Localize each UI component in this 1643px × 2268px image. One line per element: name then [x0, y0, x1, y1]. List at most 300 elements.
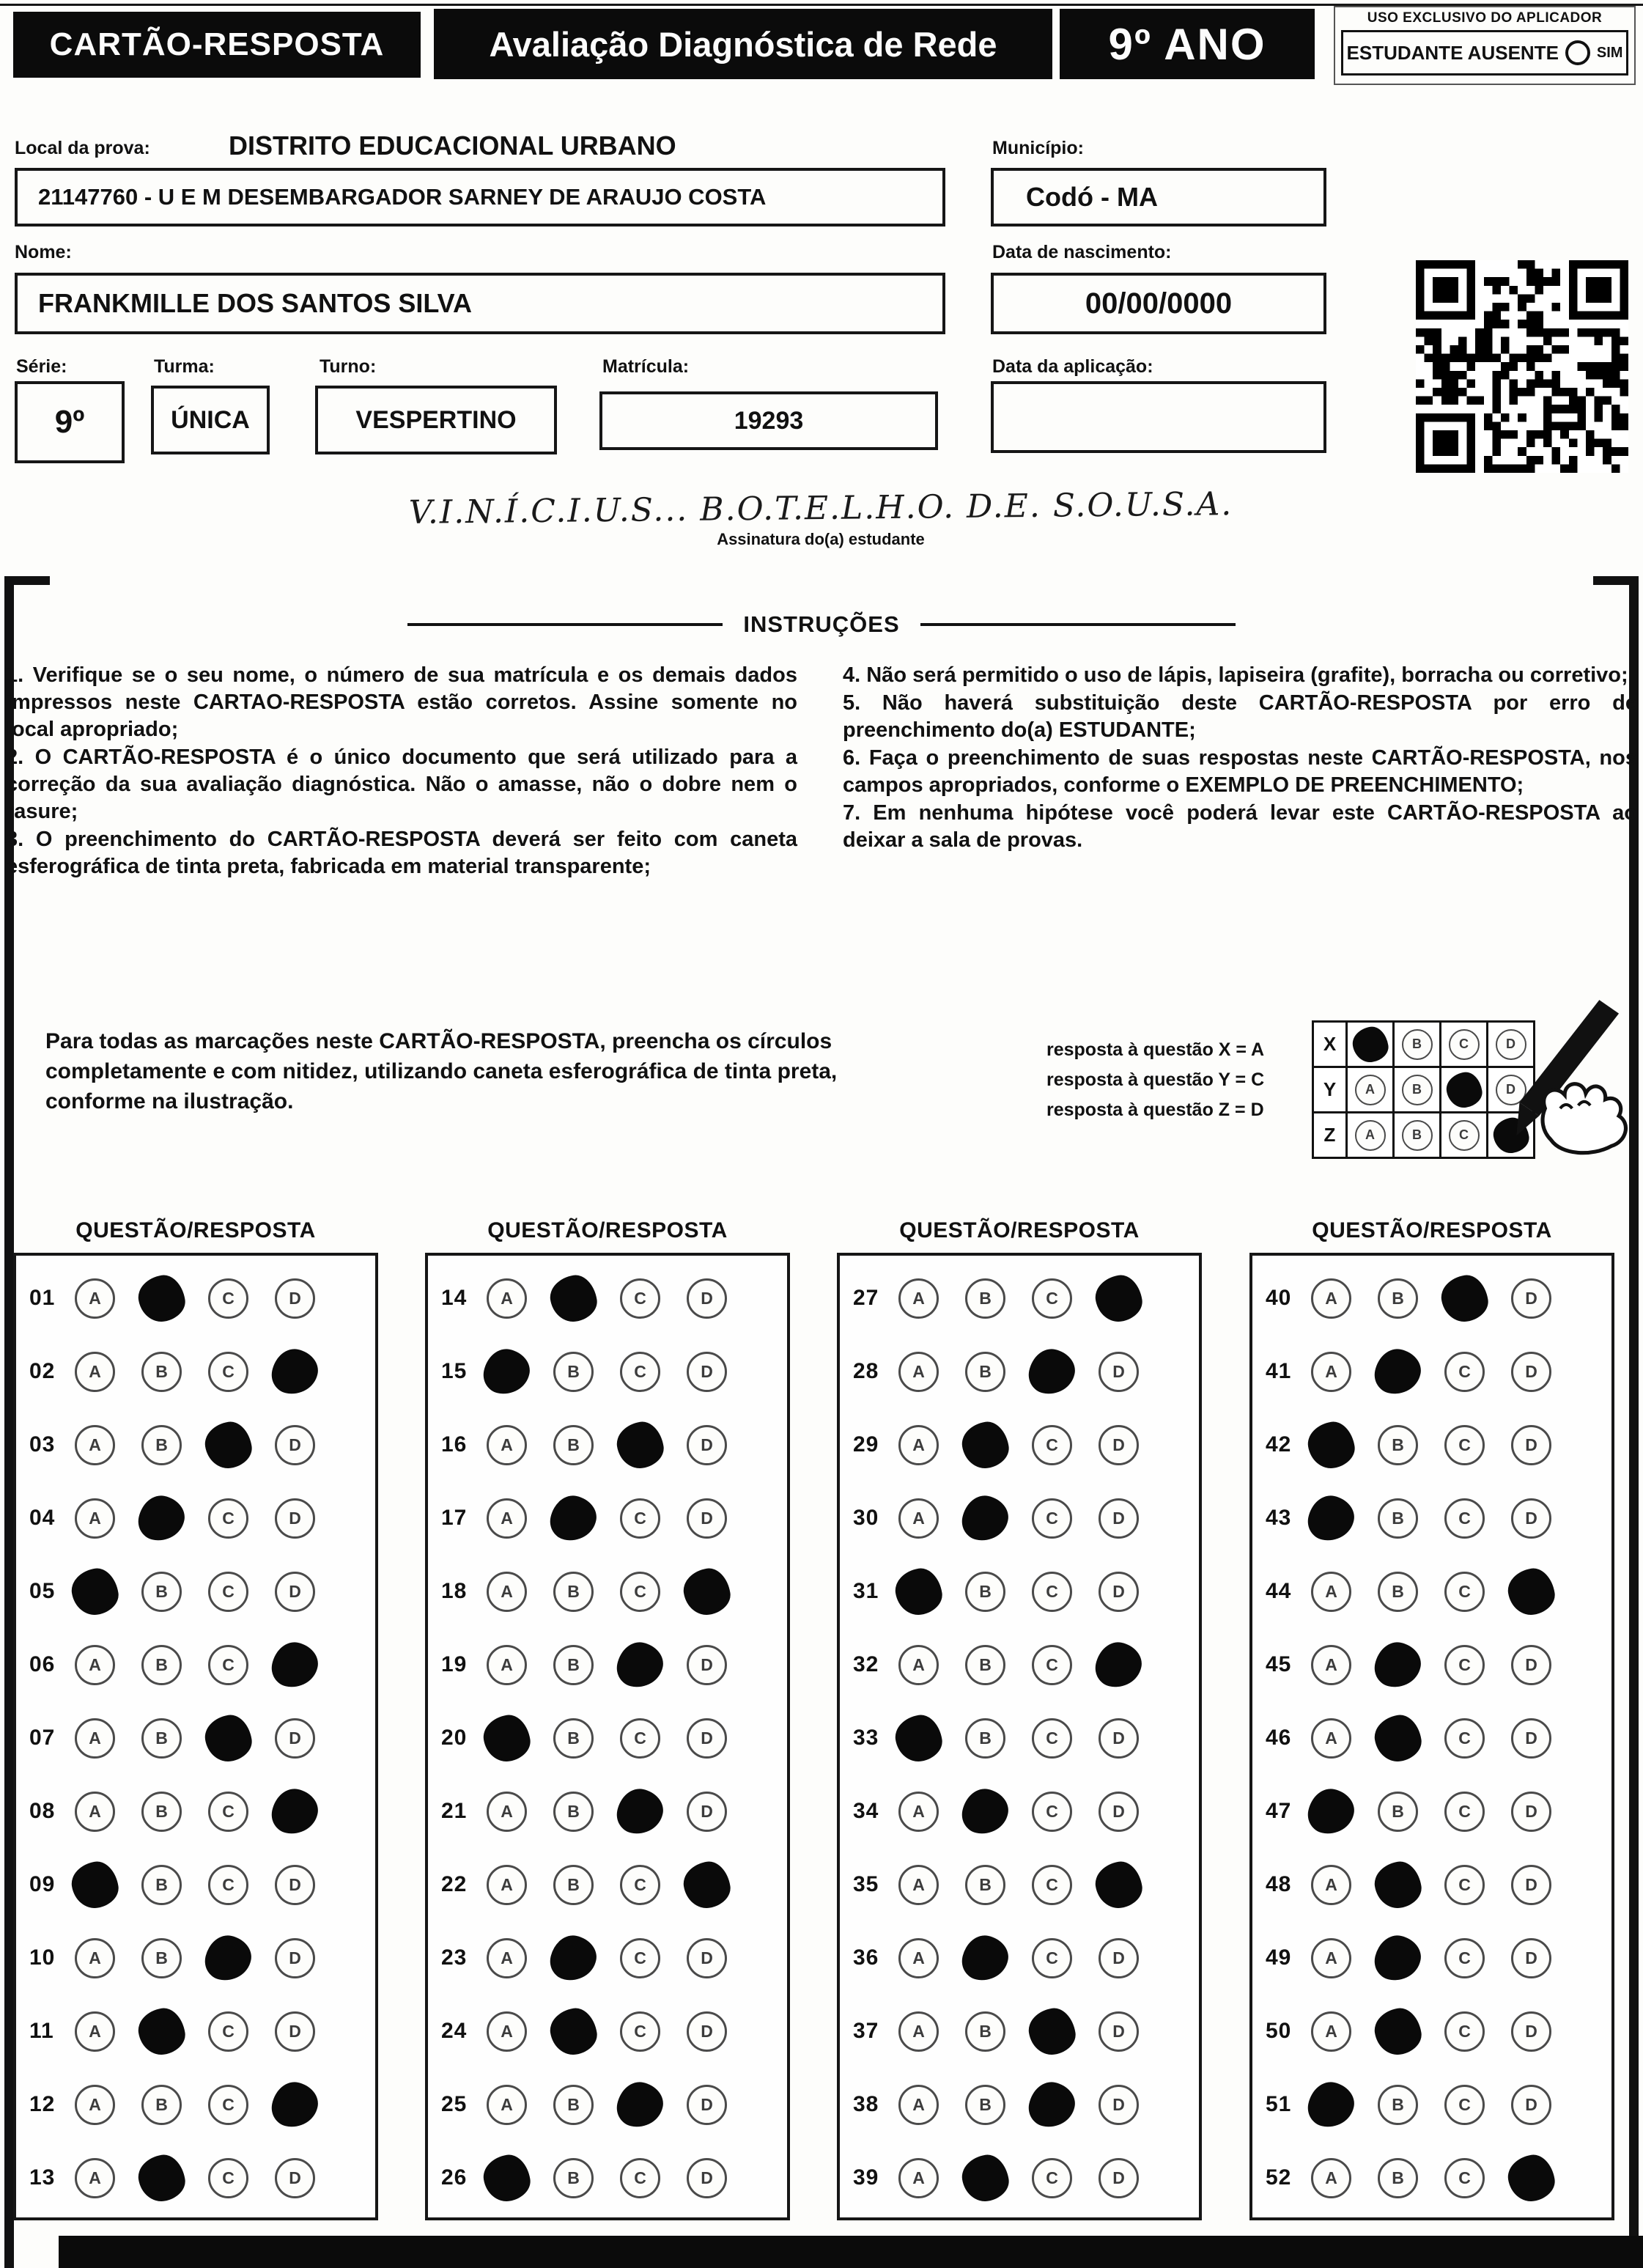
q49-option-D[interactable]: D [1511, 1938, 1551, 1978]
q43-option-B[interactable]: B [1378, 1498, 1418, 1539]
question-number: 24 [441, 2019, 468, 2043]
question-row [1252, 1555, 1611, 1628]
q39-option-D[interactable]: D [1099, 2158, 1139, 2198]
q10-option-D[interactable]: D [275, 1938, 315, 1978]
q50-option-A[interactable]: A [1311, 2011, 1351, 2052]
q52-option-D[interactable] [1505, 2151, 1558, 2204]
q32-option-A[interactable]: A [898, 1645, 939, 1685]
answers-column-box [1249, 1253, 1614, 2220]
q33-option-B[interactable]: B [965, 1718, 1005, 1759]
q40-option-D[interactable]: D [1511, 1278, 1551, 1319]
q22-option-A[interactable]: A [487, 1865, 527, 1905]
q46-option-B[interactable] [1372, 1712, 1425, 1764]
absent-option-label: SIM [1596, 44, 1623, 61]
example-bubble-Z-A[interactable]: A [1355, 1120, 1386, 1151]
q45-option-B[interactable] [1371, 1638, 1425, 1691]
q11-option-D[interactable]: D [275, 2011, 315, 2052]
q33-option-D[interactable]: D [1099, 1718, 1139, 1759]
q48-option-C[interactable]: C [1444, 1865, 1485, 1905]
q24-option-A[interactable]: A [487, 2011, 527, 2052]
q20-option-D[interactable]: D [687, 1718, 727, 1759]
q06-option-D[interactable] [268, 1638, 322, 1691]
q18-option-A[interactable]: A [487, 1572, 527, 1612]
q50-option-B[interactable] [1372, 2005, 1425, 2058]
question-number: 13 [29, 2165, 56, 2190]
q36-option-C[interactable]: C [1032, 1938, 1072, 1978]
q44-option-C[interactable]: C [1444, 1572, 1485, 1612]
example-cell [1395, 1113, 1441, 1159]
example-bubble-X-D[interactable]: D [1496, 1029, 1526, 1060]
question-number: 52 [1266, 2165, 1292, 2190]
q45-option-A[interactable]: A [1311, 1645, 1351, 1685]
q06-option-C[interactable]: C [208, 1645, 248, 1685]
q24-option-D[interactable]: D [687, 2011, 727, 2052]
example-bubble-Z-C[interactable]: C [1449, 1120, 1480, 1151]
instructions-title: INSTRUÇÕES [743, 611, 900, 637]
example-bubble-X-B[interactable]: B [1402, 1029, 1433, 1060]
q02-option-A[interactable]: A [75, 1352, 115, 1392]
question-row [16, 1995, 375, 2068]
q35-option-C[interactable]: C [1032, 1865, 1072, 1905]
question-row [1252, 1701, 1611, 1775]
nome-label: Nome: [15, 242, 72, 262]
q11-option-C[interactable]: C [208, 2011, 248, 2052]
q19-option-C[interactable] [613, 1638, 667, 1691]
q01-option-B[interactable] [136, 1272, 188, 1325]
q34-option-B[interactable] [959, 1784, 1012, 1838]
q30-option-A[interactable]: A [898, 1498, 939, 1539]
q27-option-A[interactable]: A [898, 1278, 939, 1319]
q31-option-D[interactable]: D [1099, 1572, 1139, 1612]
question-number: 48 [1266, 1872, 1292, 1896]
q38-option-B[interactable]: B [965, 2085, 1005, 2125]
q15-option-C[interactable]: C [620, 1352, 660, 1392]
q48-option-D[interactable]: D [1511, 1865, 1551, 1905]
q48-option-A[interactable]: A [1311, 1865, 1351, 1905]
q24-option-C[interactable]: C [620, 2011, 660, 2052]
q46-option-D[interactable]: D [1511, 1718, 1551, 1759]
q27-option-D[interactable] [1093, 1272, 1145, 1325]
q13-option-B[interactable] [136, 2151, 188, 2204]
nome-value: FRANKMILLE DOS SANTOS SILVA [38, 288, 473, 318]
q20-option-A[interactable] [481, 1712, 533, 1764]
q13-option-D[interactable]: D [275, 2158, 315, 2198]
q50-option-C[interactable]: C [1444, 2011, 1485, 2052]
q28-option-C[interactable] [1025, 1344, 1079, 1398]
q35-option-A[interactable]: A [898, 1865, 939, 1905]
question-row [428, 1408, 787, 1481]
q16-option-B[interactable]: B [553, 1425, 594, 1465]
q01-option-D[interactable]: D [275, 1278, 315, 1319]
q13-option-C[interactable]: C [208, 2158, 248, 2198]
q12-option-B[interactable]: B [141, 2085, 182, 2125]
q14-option-C[interactable]: C [620, 1278, 660, 1319]
q41-option-B[interactable] [1371, 1344, 1425, 1398]
q30-option-B[interactable] [959, 1491, 1012, 1544]
q39-option-C[interactable]: C [1032, 2158, 1072, 2198]
question-number: 25 [441, 2092, 468, 2116]
q30-option-C[interactable]: C [1032, 1498, 1072, 1539]
q10-option-B[interactable]: B [141, 1938, 182, 1978]
q06-option-A[interactable]: A [75, 1645, 115, 1685]
q51-option-C[interactable]: C [1444, 2085, 1485, 2125]
question-row [840, 1555, 1199, 1628]
nascimento-label: Data de nascimento: [992, 242, 1172, 262]
q08-option-D[interactable] [268, 1784, 322, 1838]
q05-option-C[interactable]: C [208, 1572, 248, 1612]
q49-option-A[interactable]: A [1311, 1938, 1351, 1978]
question-row [428, 1555, 787, 1628]
q05-option-A[interactable] [69, 1565, 122, 1618]
q03-option-D[interactable]: D [275, 1425, 315, 1465]
q10-option-A[interactable]: A [75, 1938, 115, 1978]
q34-option-C[interactable]: C [1032, 1792, 1072, 1832]
q40-option-A[interactable]: A [1311, 1278, 1351, 1319]
q51-option-A[interactable] [1304, 2077, 1358, 2131]
q50-option-D[interactable]: D [1511, 2011, 1551, 2052]
q22-option-C[interactable]: C [620, 1865, 660, 1905]
q37-option-A[interactable]: A [898, 2011, 939, 2052]
q18-option-B[interactable]: B [553, 1572, 594, 1612]
q17-option-D[interactable]: D [687, 1498, 727, 1539]
question-number: 19 [441, 1652, 468, 1676]
q24-option-B[interactable] [547, 2005, 600, 2058]
question-row [840, 1628, 1199, 1701]
q02-option-D[interactable] [268, 1344, 322, 1398]
question-row [1252, 1848, 1611, 1921]
q25-option-A[interactable]: A [487, 2085, 527, 2125]
q36-option-B[interactable] [959, 1931, 1012, 1984]
marking-legend-line: resposta à questão X = A [1046, 1039, 1265, 1060]
q35-option-D[interactable] [1093, 1858, 1145, 1911]
q26-option-C[interactable]: C [620, 2158, 660, 2198]
q37-option-B[interactable]: B [965, 2011, 1005, 2052]
q32-option-C[interactable]: C [1032, 1645, 1072, 1685]
answers-column-header: QUESTÃO/RESPOSTA [899, 1218, 1140, 1242]
q19-option-D[interactable]: D [687, 1645, 727, 1685]
question-row [1252, 1775, 1611, 1848]
q32-option-B[interactable]: B [965, 1645, 1005, 1685]
q44-option-A[interactable]: A [1311, 1572, 1351, 1612]
example-bubble-X-C[interactable]: C [1449, 1029, 1480, 1060]
q52-option-C[interactable]: C [1444, 2158, 1485, 2198]
q23-option-A[interactable]: A [487, 1938, 527, 1978]
q17-option-B[interactable] [547, 1491, 600, 1544]
question-row [840, 2141, 1199, 2214]
q33-option-C[interactable]: C [1032, 1718, 1072, 1759]
q47-option-A[interactable] [1304, 1784, 1358, 1838]
q04-option-C[interactable]: C [208, 1498, 248, 1539]
q20-option-C[interactable]: C [620, 1718, 660, 1759]
q49-option-C[interactable]: C [1444, 1938, 1485, 1978]
question-number: 20 [441, 1726, 468, 1750]
example-cell [1348, 1068, 1395, 1113]
q16-option-A[interactable]: A [487, 1425, 527, 1465]
example-bubble-Z-B[interactable]: B [1402, 1120, 1433, 1151]
q15-option-D[interactable]: D [687, 1352, 727, 1392]
question-row [16, 1262, 375, 1335]
example-row-label: Z [1314, 1113, 1348, 1159]
q45-option-D[interactable]: D [1511, 1645, 1551, 1685]
question-row [1252, 1995, 1611, 2068]
q29-option-B[interactable] [959, 1418, 1012, 1471]
q43-option-C[interactable]: C [1444, 1498, 1485, 1539]
q28-option-D[interactable]: D [1099, 1352, 1139, 1392]
q52-option-B[interactable]: B [1378, 2158, 1418, 2198]
q03-option-B[interactable]: B [141, 1425, 182, 1465]
question-number: 29 [853, 1432, 879, 1457]
q08-option-C[interactable]: C [208, 1792, 248, 1832]
q05-option-D[interactable]: D [275, 1572, 315, 1612]
local-label: Local da prova: [15, 138, 150, 158]
q05-option-B[interactable]: B [141, 1572, 182, 1612]
q28-option-A[interactable]: A [898, 1352, 939, 1392]
question-row [428, 1628, 787, 1701]
q46-option-A[interactable]: A [1311, 1718, 1351, 1759]
question-row [1252, 2141, 1611, 2214]
q04-option-A[interactable]: A [75, 1498, 115, 1539]
q29-option-C[interactable]: C [1032, 1425, 1072, 1465]
q14-option-D[interactable]: D [687, 1278, 727, 1319]
q15-option-A[interactable] [480, 1344, 533, 1398]
question-number: 15 [441, 1359, 468, 1383]
q17-option-C[interactable]: C [620, 1498, 660, 1539]
q07-option-A[interactable]: A [75, 1718, 115, 1759]
example-bubble-X-A[interactable] [1350, 1024, 1390, 1064]
q04-option-D[interactable]: D [275, 1498, 315, 1539]
q52-option-A[interactable]: A [1311, 2158, 1351, 2198]
q33-option-A[interactable] [893, 1712, 945, 1764]
q26-option-D[interactable]: D [687, 2158, 727, 2198]
question-row [16, 1335, 375, 1408]
q18-option-D[interactable] [681, 1565, 734, 1618]
aplicacao-label: Data da aplicação: [992, 356, 1153, 377]
q44-option-D[interactable] [1505, 1565, 1558, 1618]
q12-option-A[interactable]: A [75, 2085, 115, 2125]
q01-option-C[interactable]: C [208, 1278, 248, 1319]
q43-option-A[interactable] [1304, 1491, 1358, 1544]
turno-value: VESPERTINO [355, 405, 517, 434]
q39-option-A[interactable]: A [898, 2158, 939, 2198]
grade-badge: 9º ANO [1060, 9, 1315, 79]
q44-option-B[interactable]: B [1378, 1572, 1418, 1612]
q36-option-A[interactable]: A [898, 1938, 939, 1978]
q38-option-A[interactable]: A [898, 2085, 939, 2125]
q35-option-B[interactable]: B [965, 1865, 1005, 1905]
question-number: 49 [1266, 1945, 1292, 1970]
q16-option-C[interactable] [614, 1418, 667, 1471]
q29-option-A[interactable]: A [898, 1425, 939, 1465]
q42-option-A[interactable] [1305, 1418, 1358, 1471]
q28-option-B[interactable]: B [965, 1352, 1005, 1392]
q37-option-C[interactable] [1026, 2005, 1079, 2058]
question-row [16, 2141, 375, 2214]
question-number: 03 [29, 1432, 56, 1457]
q32-option-D[interactable] [1092, 1638, 1145, 1691]
q41-option-A[interactable]: A [1311, 1352, 1351, 1392]
q23-option-C[interactable]: C [620, 1938, 660, 1978]
question-row [428, 1701, 787, 1775]
q20-option-B[interactable]: B [553, 1718, 594, 1759]
q21-option-A[interactable]: A [487, 1792, 527, 1832]
q09-option-D[interactable]: D [275, 1865, 315, 1905]
q26-option-A[interactable] [481, 2151, 533, 2204]
q09-option-B[interactable]: B [141, 1865, 182, 1905]
q46-option-C[interactable]: C [1444, 1718, 1485, 1759]
question-number: 18 [441, 1579, 468, 1603]
q02-option-C[interactable]: C [208, 1352, 248, 1392]
q23-option-D[interactable]: D [687, 1938, 727, 1978]
q15-option-B[interactable]: B [553, 1352, 594, 1392]
q08-option-B[interactable]: B [141, 1792, 182, 1832]
absent-mark-circle[interactable] [1565, 40, 1590, 65]
question-number: 22 [441, 1872, 468, 1896]
q18-option-C[interactable]: C [620, 1572, 660, 1612]
q25-option-C[interactable] [613, 2077, 667, 2131]
q09-option-C[interactable]: C [208, 1865, 248, 1905]
q45-option-C[interactable]: C [1444, 1645, 1485, 1685]
example-bubble-Y-B[interactable]: B [1402, 1075, 1433, 1105]
question-number: 39 [853, 2165, 879, 2190]
example-bubble-Y-D[interactable]: D [1496, 1075, 1526, 1105]
q12-option-C[interactable]: C [208, 2085, 248, 2125]
q12-option-D[interactable] [268, 2077, 322, 2131]
turma-label: Turma: [154, 356, 215, 377]
q36-option-D[interactable]: D [1099, 1938, 1139, 1978]
example-bubble-Y-A[interactable]: A [1355, 1075, 1386, 1105]
q37-option-D[interactable]: D [1099, 2011, 1139, 2052]
q38-option-D[interactable]: D [1099, 2085, 1139, 2125]
municipio-value: Codó - MA [1026, 182, 1158, 212]
instructions-rule-left [407, 623, 723, 626]
q08-option-A[interactable]: A [75, 1792, 115, 1832]
q09-option-A[interactable] [69, 1858, 122, 1911]
question-number: 41 [1266, 1359, 1292, 1383]
q38-option-C[interactable] [1025, 2077, 1079, 2131]
q42-option-B[interactable]: B [1378, 1425, 1418, 1465]
q40-option-C[interactable] [1439, 1272, 1491, 1325]
q30-option-D[interactable]: D [1099, 1498, 1139, 1539]
q51-option-B[interactable]: B [1378, 2085, 1418, 2125]
q23-option-B[interactable] [547, 1931, 600, 1984]
question-number: 36 [853, 1945, 879, 1970]
answers-column-4 [1249, 1218, 1614, 2220]
q06-option-B[interactable]: B [141, 1645, 182, 1685]
q49-option-B[interactable] [1371, 1931, 1425, 1984]
q47-option-D[interactable]: D [1511, 1792, 1551, 1832]
student-absent-row [1341, 30, 1628, 76]
q34-option-D[interactable]: D [1099, 1792, 1139, 1832]
q48-option-B[interactable] [1372, 1858, 1425, 1911]
q14-option-A[interactable]: A [487, 1278, 527, 1319]
q11-option-B[interactable] [136, 2005, 188, 2058]
answers-column-box [13, 1253, 378, 2220]
answers-column-header: QUESTÃO/RESPOSTA [487, 1218, 728, 1242]
q47-option-B[interactable]: B [1378, 1792, 1418, 1832]
question-row [428, 1481, 787, 1555]
question-row [1252, 1408, 1611, 1481]
applicator-box [1334, 6, 1636, 85]
q07-option-C[interactable] [202, 1712, 255, 1764]
q41-option-D[interactable]: D [1511, 1352, 1551, 1392]
q10-option-C[interactable] [202, 1931, 255, 1984]
q03-option-C[interactable] [202, 1418, 255, 1471]
q19-option-B[interactable]: B [553, 1645, 594, 1685]
example-cell [1441, 1113, 1488, 1159]
question-number: 40 [1266, 1286, 1292, 1310]
q04-option-B[interactable] [135, 1491, 188, 1544]
q51-option-D[interactable]: D [1511, 2085, 1551, 2125]
q26-option-B[interactable]: B [553, 2158, 594, 2198]
q25-option-B[interactable]: B [553, 2085, 594, 2125]
question-row [16, 1921, 375, 1995]
q17-option-A[interactable]: A [487, 1498, 527, 1539]
q14-option-B[interactable] [547, 1272, 600, 1325]
q34-option-A[interactable]: A [898, 1792, 939, 1832]
local-value: DISTRITO EDUCACIONAL URBANO [229, 130, 676, 161]
q41-option-C[interactable]: C [1444, 1352, 1485, 1392]
q27-option-C[interactable]: C [1032, 1278, 1072, 1319]
q22-option-B[interactable]: B [553, 1865, 594, 1905]
q47-option-C[interactable]: C [1444, 1792, 1485, 1832]
q22-option-D[interactable] [681, 1858, 734, 1911]
q11-option-A[interactable]: A [75, 2011, 115, 2052]
question-row [16, 1481, 375, 1555]
q31-option-C[interactable]: C [1032, 1572, 1072, 1612]
q21-option-B[interactable]: B [553, 1792, 594, 1832]
question-row [1252, 1628, 1611, 1701]
q01-option-A[interactable]: A [75, 1278, 115, 1319]
signature-caption: Assinatura do(a) estudante [717, 530, 925, 548]
q31-option-B[interactable]: B [965, 1572, 1005, 1612]
q42-option-D[interactable]: D [1511, 1425, 1551, 1465]
q27-option-B[interactable]: B [965, 1278, 1005, 1319]
q29-option-D[interactable]: D [1099, 1425, 1139, 1465]
q02-option-B[interactable]: B [141, 1352, 182, 1392]
q39-option-B[interactable] [959, 2151, 1012, 2204]
example-bubble-Y-C[interactable] [1444, 1069, 1484, 1110]
q21-option-D[interactable]: D [687, 1792, 727, 1832]
q31-option-A[interactable] [893, 1565, 945, 1618]
q03-option-A[interactable]: A [75, 1425, 115, 1465]
question-row [428, 2068, 787, 2141]
q07-option-B[interactable]: B [141, 1718, 182, 1759]
question-number: 10 [29, 1945, 56, 1970]
question-row [1252, 1262, 1611, 1335]
q43-option-D[interactable]: D [1511, 1498, 1551, 1539]
q13-option-A[interactable]: A [75, 2158, 115, 2198]
aplicacao-field [991, 381, 1326, 453]
question-number: 02 [29, 1359, 56, 1383]
marking-paragraph: Para todas as marcações neste CARTÃO-RESPOSTA, preencha os círculos completamente e com nitidez, utilizando caneta esferográfica de tinta preta, conforme na ilustração. [45, 1029, 838, 1113]
q07-option-D[interactable]: D [275, 1718, 315, 1759]
qr-code [1416, 258, 1628, 475]
question-row [16, 1628, 375, 1701]
q25-option-D[interactable]: D [687, 2085, 727, 2125]
q19-option-A[interactable]: A [487, 1645, 527, 1685]
question-number: 16 [441, 1432, 468, 1457]
q21-option-C[interactable] [613, 1784, 667, 1838]
answers-column-box [425, 1253, 790, 2220]
question-number: 45 [1266, 1652, 1292, 1676]
q42-option-C[interactable]: C [1444, 1425, 1485, 1465]
absent-label: ESTUDANTE AUSENTE [1346, 41, 1559, 64]
question-number: 43 [1266, 1506, 1292, 1530]
q16-option-D[interactable]: D [687, 1425, 727, 1465]
question-number: 06 [29, 1652, 56, 1676]
q40-option-B[interactable]: B [1378, 1278, 1418, 1319]
question-number: 47 [1266, 1799, 1292, 1823]
